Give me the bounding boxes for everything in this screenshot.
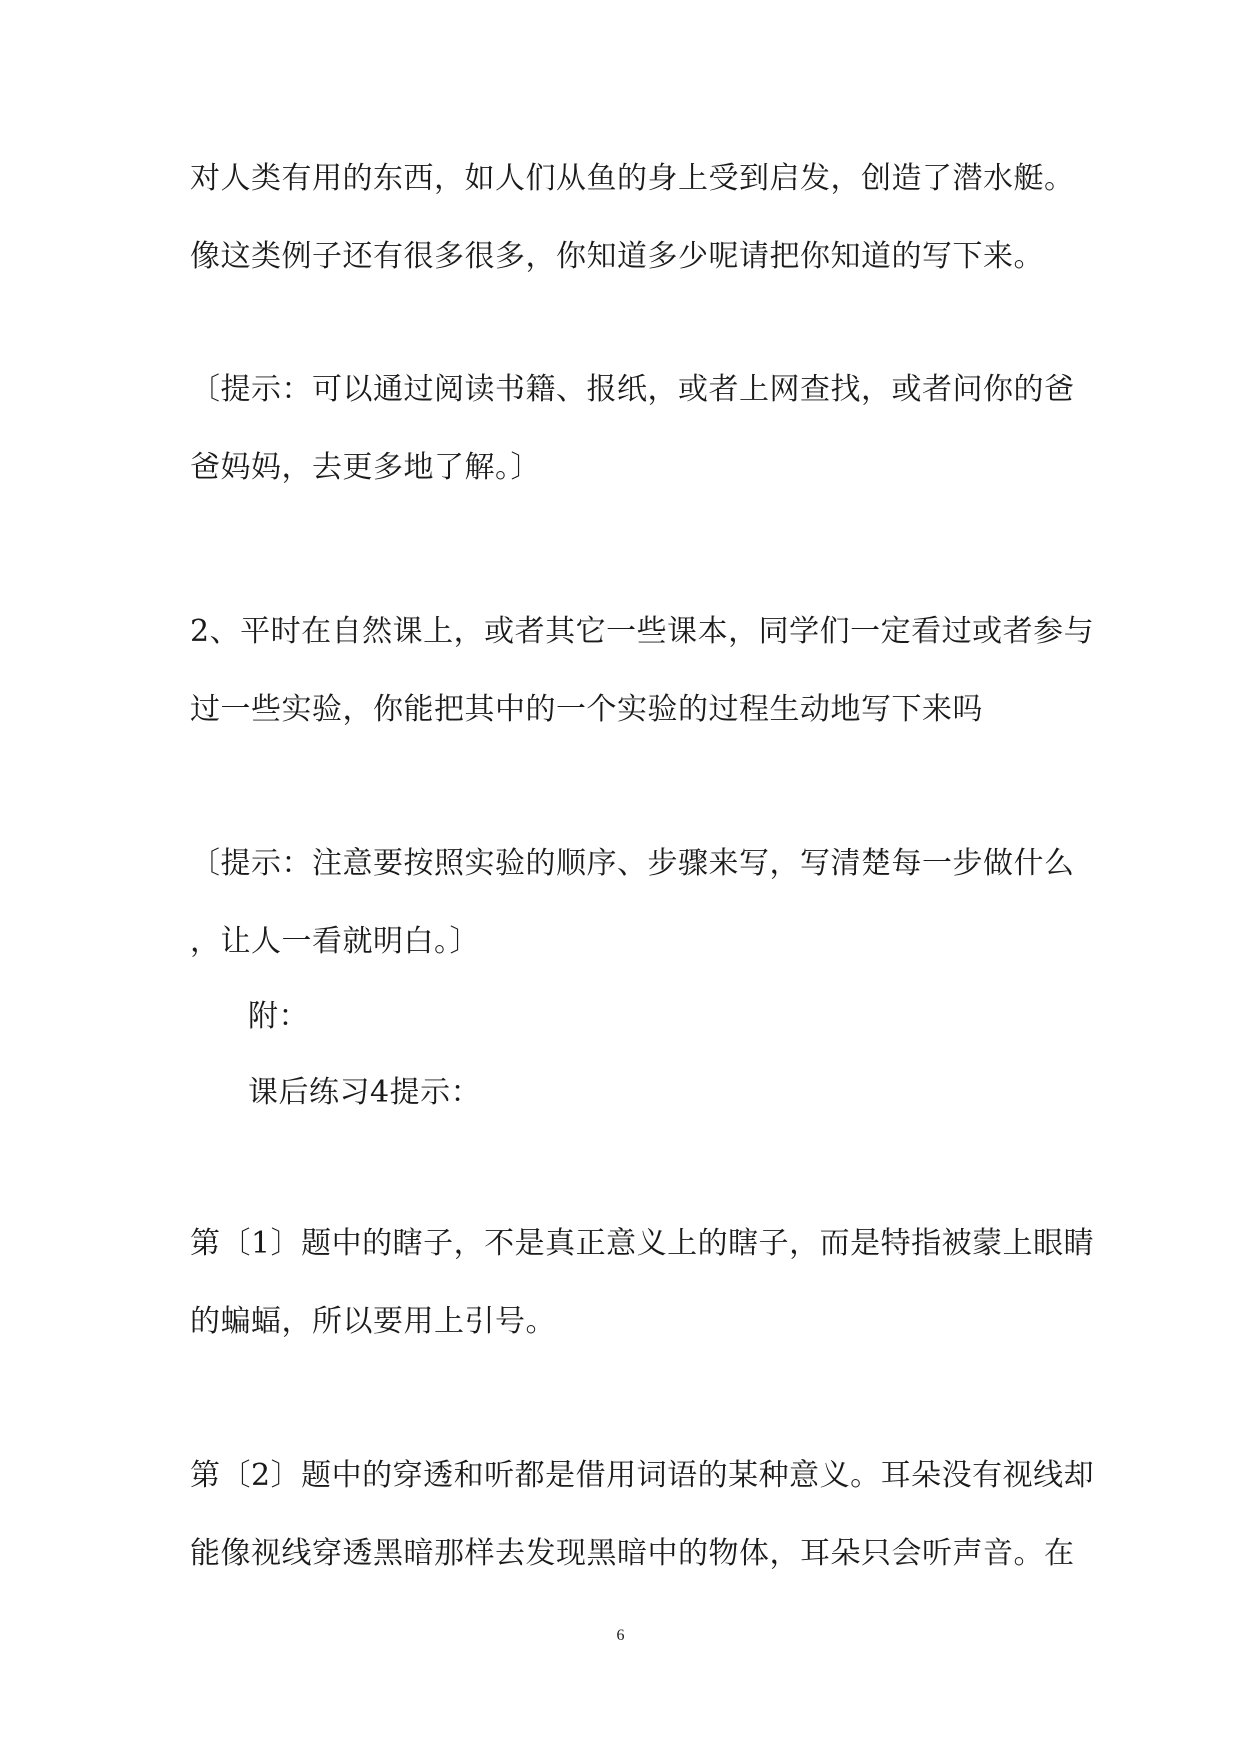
exercise-text-line: 2、平时在自然课上，或者其它一些课本，同学们一定看过或者参与 bbox=[190, 614, 1095, 649]
hint-text-line: ，让人一看就明白。〕 bbox=[190, 924, 480, 959]
section-heading: 课后练习4提示： bbox=[248, 1075, 482, 1110]
body-text-line: 第〔1〕题中的瞎子，不是真正意义上的瞎子，而是特指被蒙上眼睛 bbox=[190, 1226, 1095, 1261]
body-text-line: 像这类例子还有很多很多，你知道多少呢请把你知道的写下来。 bbox=[190, 239, 1044, 274]
body-text-line: 能像视线穿透黑暗那样去发现黑暗中的物体，耳朵只会听声音。在 bbox=[190, 1536, 1075, 1571]
appendix-heading: 附： bbox=[248, 999, 309, 1034]
body-text-line: 对人类有用的东西，如人们从鱼的身上受到启发，创造了潜水艇。 bbox=[190, 161, 1075, 196]
body-text-line: 第〔2〕题中的穿透和听都是借用词语的某种意义。耳朵没有视线却 bbox=[190, 1458, 1095, 1493]
hint-text-line: 爸妈妈，去更多地了解。〕 bbox=[190, 450, 541, 485]
exercise-text-line: 过一些实验，你能把其中的一个实验的过程生动地写下来吗 bbox=[190, 692, 983, 727]
hint-text-line: 〔提示：可以通过阅读书籍、报纸，或者上网查找，或者问你的爸 bbox=[190, 372, 1075, 407]
body-text-line: 的蝙蝠，所以要用上引号。 bbox=[190, 1304, 556, 1339]
hint-text-line: 〔提示：注意要按照实验的顺序、步骤来写，写清楚每一步做什么 bbox=[190, 846, 1075, 881]
page-number: 6 bbox=[616, 1627, 625, 1644]
